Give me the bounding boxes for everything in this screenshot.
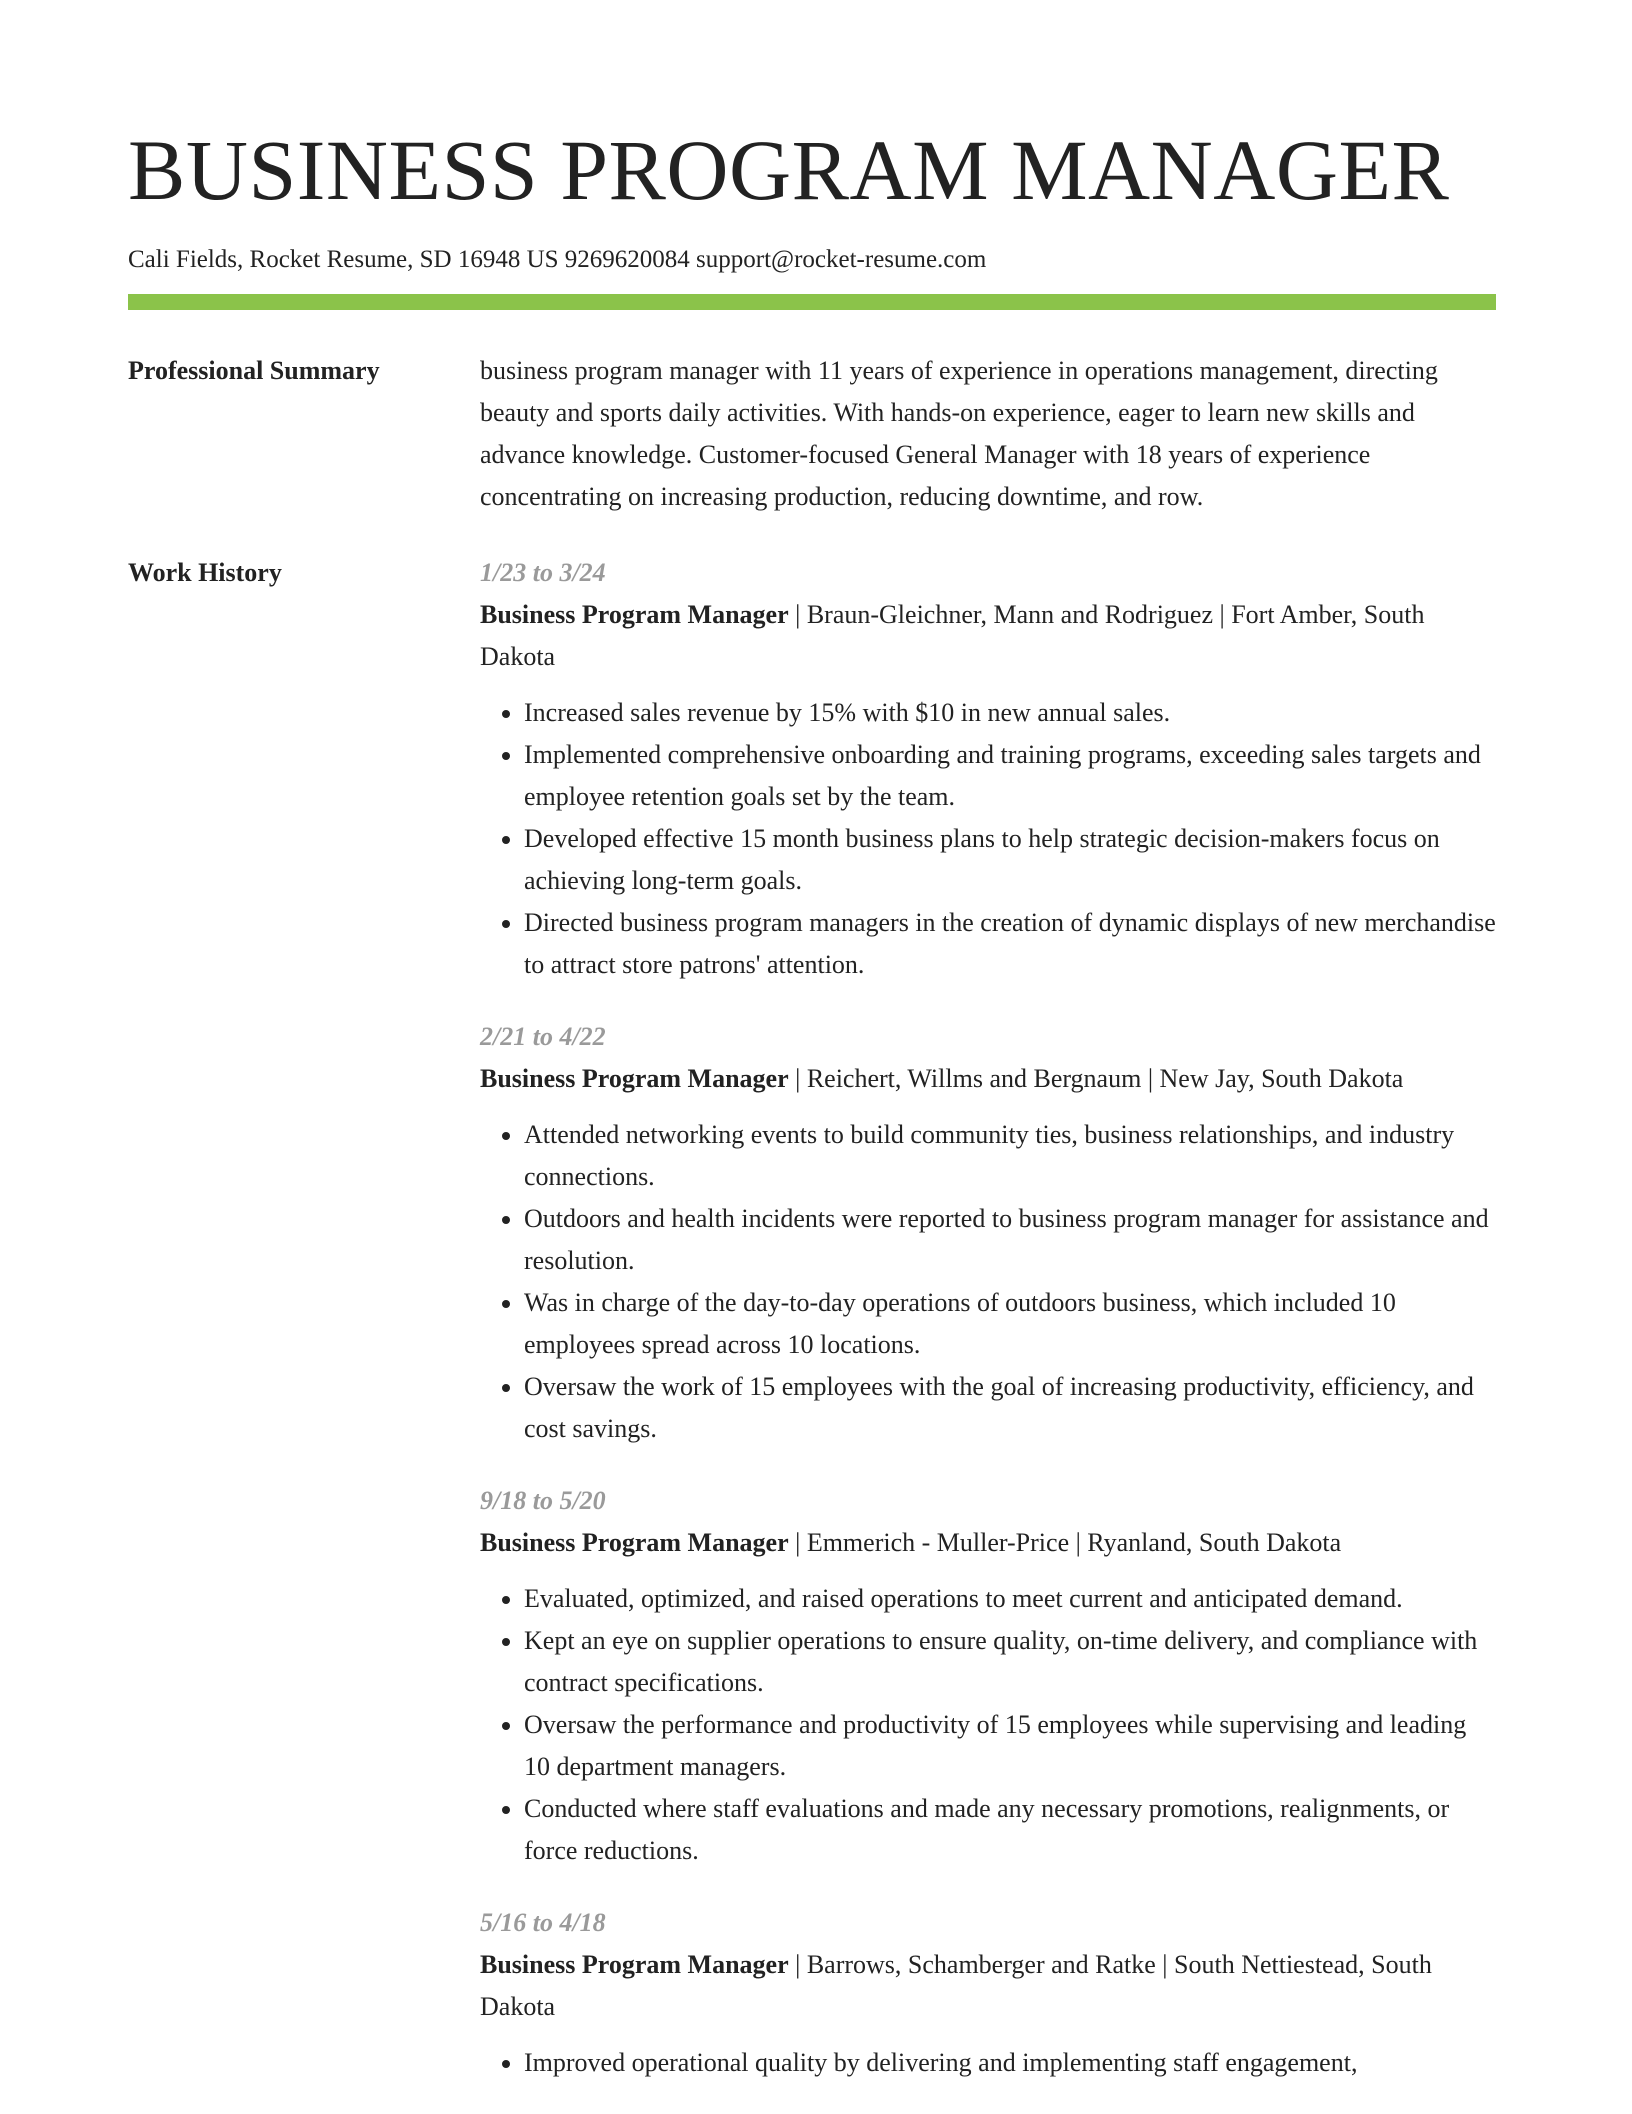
job-dates: 2/21 to 4/22: [480, 1022, 606, 1051]
job-bullet: • Evaluated, optimized, and raised operations to meet current and anticipated demand.: [524, 1578, 1496, 1620]
job-title: Business Program Manager: [480, 1528, 789, 1557]
job-bullet: • Oversaw the performance and productivity of 15 employees while supervising and leading 10 department managers.: [524, 1704, 1496, 1788]
job-bullet: • Was in charge of the day-to-day operations of outdoors business, which included 10 employees spread across 10 locations.: [524, 1282, 1496, 1366]
job-heading: [480, 1522, 1496, 1564]
job-bullets: [480, 692, 1496, 986]
job-bullet: • Increased sales revenue by 15% with $10 in new annual sales.: [524, 692, 1496, 734]
job-heading: [480, 1944, 1496, 2028]
job-entry: [480, 1902, 1496, 2084]
summary-body: [480, 350, 1496, 518]
section-label-summary: Professional Summary: [128, 356, 380, 385]
job-bullet: • Implemented comprehensive onboarding and training programs, exceeding sales targets and employee retention goals set by the team.: [524, 734, 1496, 818]
job-entry: [480, 1016, 1496, 1450]
job-details: | Emmerich - Muller-Price | Ryanland, South Dakota: [788, 1528, 1342, 1557]
job-entry: [480, 1480, 1496, 1872]
professional-summary-section: [128, 350, 1496, 518]
contact-info: Cali Fields, Rocket Resume, SD 16948 US 9269620084 support@rocket-resume.com: [128, 246, 987, 273]
job-bullets: [480, 1114, 1496, 1450]
job-dates: 1/23 to 3/24: [480, 558, 606, 587]
job-bullets: [480, 1578, 1496, 1872]
job-details: | Reichert, Willms and Bergnaum | New Jay, South Dakota: [788, 1064, 1404, 1093]
summary-text: business program manager with 11 years of experience in operations management, directing beauty and sports daily activities. With hands-on experience, eager to learn new skills and advance knowledge. Customer-focused General Manager with 18 years of experience concentrating on increasing production, reducing downtime, and row.: [480, 356, 1438, 511]
section-label-work-history: Work History: [128, 558, 282, 587]
job-bullet: • Outdoors and health incidents were reported to business program manager for assistance and resolution.: [524, 1198, 1496, 1282]
job-entry: [480, 552, 1496, 986]
accent-divider: [128, 294, 1496, 310]
job-details: | Barrows, Schamberger and Ratke | South Nettiestead, South Dakota: [480, 1950, 1432, 2021]
job-bullets: [480, 2042, 1496, 2084]
job-title: Business Program Manager: [480, 1950, 789, 1979]
job-title: Business Program Manager: [480, 600, 789, 629]
job-bullet: • Oversaw the work of 15 employees with the goal of increasing productivity, efficiency, and cost savings.: [524, 1366, 1496, 1450]
job-bullet: • Improved operational quality by delivering and implementing staff engagement,: [524, 2042, 1496, 2084]
job-heading: [480, 594, 1496, 678]
job-bullet: • Attended networking events to build community ties, business relationships, and industry connections.: [524, 1114, 1496, 1198]
job-bullet: • Conducted where staff evaluations and made any necessary promotions, realignments, or force reductions.: [524, 1788, 1496, 1872]
job-bullet: • Kept an eye on supplier operations to ensure quality, on-time delivery, and compliance with contract specifications.: [524, 1620, 1496, 1704]
job-dates: 5/16 to 4/18: [480, 1908, 606, 1937]
job-title: Business Program Manager: [480, 1064, 789, 1093]
work-history-section: [128, 552, 1496, 2114]
work-history-body: [480, 552, 1496, 2114]
job-bullet: • Directed business program managers in the creation of dynamic displays of new merchandise to attract store patrons' attention.: [524, 902, 1496, 986]
job-dates: 9/18 to 5/20: [480, 1486, 606, 1515]
job-details: | Braun-Gleichner, Mann and Rodriguez | Fort Amber, South Dakota: [480, 600, 1425, 671]
job-heading: [480, 1058, 1496, 1100]
resume-title: BUSINESS PROGRAM MANAGER: [128, 122, 1450, 218]
job-bullet: • Developed effective 15 month business plans to help strategic decision-makers focus on achieving long-term goals.: [524, 818, 1496, 902]
